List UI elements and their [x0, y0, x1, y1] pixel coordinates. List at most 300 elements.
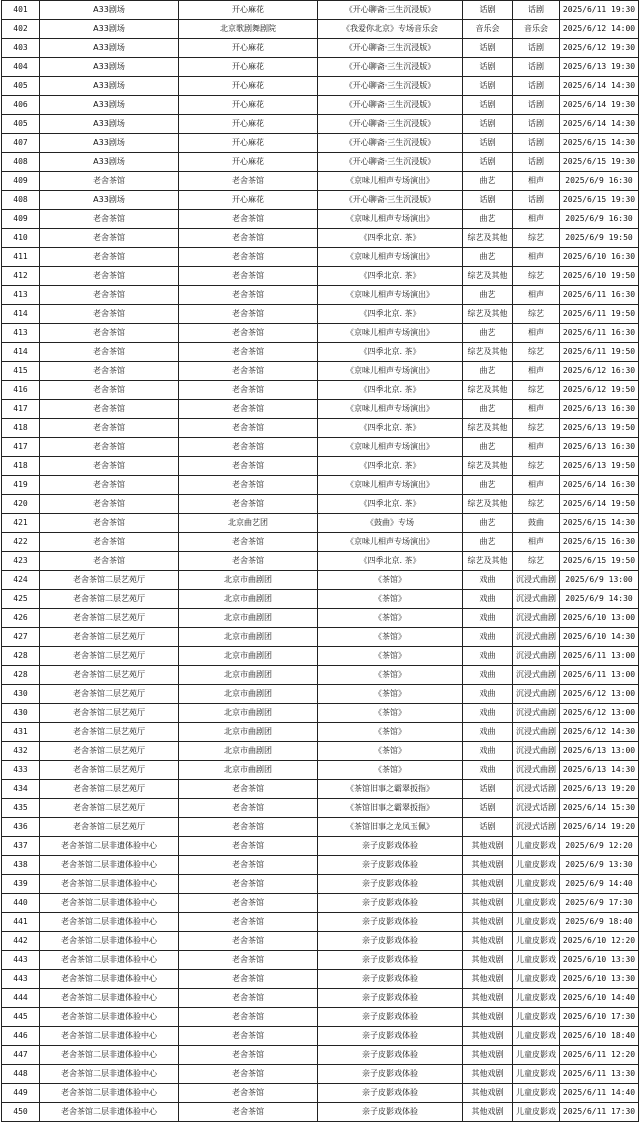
venue-cell: 老舍茶馆二层艺苑厅	[40, 742, 179, 761]
row-number-cell: 424	[2, 571, 40, 590]
program-title-cell: 《四季北京. 茶》	[318, 419, 463, 438]
table-row	[2, 609, 639, 628]
program-title-cell: 《茶馆》	[318, 666, 463, 685]
organizer-cell: 老舍茶馆	[179, 1027, 318, 1046]
category-cell: 戏曲	[463, 590, 513, 609]
organizer-cell: 北京市曲剧团	[179, 685, 318, 704]
category-cell: 曲艺	[463, 400, 513, 419]
datetime-cell: 2025/6/10 13:30	[560, 951, 639, 970]
venue-cell: 老舍茶馆	[40, 267, 179, 286]
row-number-cell: 418	[2, 457, 40, 476]
subcategory-cell: 沉浸式曲剧	[513, 628, 560, 647]
subcategory-cell: 儿童皮影戏	[513, 913, 560, 932]
subcategory-cell: 儿童皮影戏	[513, 1084, 560, 1103]
venue-cell: 老舍茶馆	[40, 552, 179, 571]
row-number-cell: 443	[2, 970, 40, 989]
datetime-cell: 2025/6/11 13:30	[560, 1065, 639, 1084]
program-title-cell: 《京味儿相声专场演出》	[318, 324, 463, 343]
datetime-cell: 2025/6/12 13:00	[560, 704, 639, 723]
organizer-cell: 北京市曲剧团	[179, 647, 318, 666]
venue-cell: A33剧场	[40, 96, 179, 115]
row-number-cell: 439	[2, 875, 40, 894]
datetime-cell: 2025/6/12 19:50	[560, 381, 639, 400]
category-cell: 曲艺	[463, 438, 513, 457]
subcategory-cell: 儿童皮影戏	[513, 1046, 560, 1065]
datetime-cell: 2025/6/15 14:30	[560, 514, 639, 533]
organizer-cell: 老舍茶馆	[179, 552, 318, 571]
category-cell: 其他戏剧	[463, 894, 513, 913]
row-number-cell: 445	[2, 1008, 40, 1027]
category-cell: 话剧	[463, 818, 513, 837]
subcategory-cell: 话剧	[513, 1, 560, 20]
category-cell: 话剧	[463, 58, 513, 77]
row-number-cell: 442	[2, 932, 40, 951]
organizer-cell: 老舍茶馆	[179, 267, 318, 286]
datetime-cell: 2025/6/10 19:50	[560, 267, 639, 286]
organizer-cell: 北京歌剧舞剧院	[179, 20, 318, 39]
datetime-cell: 2025/6/13 13:00	[560, 742, 639, 761]
category-cell: 戏曲	[463, 647, 513, 666]
datetime-cell: 2025/6/14 19:30	[560, 96, 639, 115]
category-cell: 其他戏剧	[463, 856, 513, 875]
category-cell: 其他戏剧	[463, 875, 513, 894]
venue-cell: A33剧场	[40, 20, 179, 39]
category-cell: 音乐会	[463, 20, 513, 39]
table-row	[2, 932, 639, 951]
row-number-cell: 423	[2, 552, 40, 571]
subcategory-cell: 沉浸式曲剧	[513, 723, 560, 742]
row-number-cell: 416	[2, 381, 40, 400]
row-number-cell: 447	[2, 1046, 40, 1065]
venue-cell: 老舍茶馆二层艺苑厅	[40, 647, 179, 666]
subcategory-cell: 话剧	[513, 153, 560, 172]
venue-cell: 老舍茶馆二层非遗体验中心	[40, 1008, 179, 1027]
subcategory-cell: 沉浸式曲剧	[513, 666, 560, 685]
row-number-cell: 438	[2, 856, 40, 875]
datetime-cell: 2025/6/9 14:40	[560, 875, 639, 894]
venue-cell: 老舍茶馆	[40, 514, 179, 533]
organizer-cell: 老舍茶馆	[179, 229, 318, 248]
datetime-cell: 2025/6/15 19:30	[560, 153, 639, 172]
program-title-cell: 《京味儿相声专场演出》	[318, 438, 463, 457]
table-row	[2, 476, 639, 495]
datetime-cell: 2025/6/14 19:50	[560, 495, 639, 514]
row-number-cell: 417	[2, 438, 40, 457]
venue-cell: A33剧场	[40, 58, 179, 77]
organizer-cell: 老舍茶馆	[179, 875, 318, 894]
program-title-cell: 亲子皮影戏体验	[318, 894, 463, 913]
program-title-cell: 《茶馆》	[318, 590, 463, 609]
organizer-cell: 老舍茶馆	[179, 1046, 318, 1065]
venue-cell: 老舍茶馆二层非遗体验中心	[40, 951, 179, 970]
venue-cell: 老舍茶馆二层非遗体验中心	[40, 970, 179, 989]
program-title-cell: 《开心聊斋·三生沉浸版》	[318, 39, 463, 58]
program-title-cell: 《京味儿相声专场演出》	[318, 286, 463, 305]
program-title-cell: 《茶馆旧事之霸翠扳指》	[318, 780, 463, 799]
subcategory-cell: 儿童皮影戏	[513, 932, 560, 951]
subcategory-cell: 沉浸式曲剧	[513, 704, 560, 723]
table-row	[2, 172, 639, 191]
datetime-cell: 2025/6/9 14:30	[560, 590, 639, 609]
program-title-cell: 《四季北京. 茶》	[318, 381, 463, 400]
row-number-cell: 406	[2, 96, 40, 115]
row-number-cell: 408	[2, 191, 40, 210]
category-cell: 戏曲	[463, 761, 513, 780]
organizer-cell: 老舍茶馆	[179, 343, 318, 362]
datetime-cell: 2025/6/10 16:30	[560, 248, 639, 267]
program-title-cell: 亲子皮影戏体验	[318, 1027, 463, 1046]
table-row	[2, 837, 639, 856]
program-title-cell: 《开心聊斋·三生沉浸版》	[318, 1, 463, 20]
row-number-cell: 433	[2, 761, 40, 780]
subcategory-cell: 综艺	[513, 552, 560, 571]
table-row	[2, 210, 639, 229]
datetime-cell: 2025/6/12 16:30	[560, 362, 639, 381]
category-cell: 综艺及其他	[463, 495, 513, 514]
organizer-cell: 开心麻花	[179, 115, 318, 134]
row-number-cell: 407	[2, 134, 40, 153]
row-number-cell: 403	[2, 39, 40, 58]
category-cell: 曲艺	[463, 514, 513, 533]
organizer-cell: 老舍茶馆	[179, 286, 318, 305]
program-title-cell: 《四季北京. 茶》	[318, 552, 463, 571]
category-cell: 戏曲	[463, 704, 513, 723]
row-number-cell: 413	[2, 286, 40, 305]
row-number-cell: 428	[2, 647, 40, 666]
datetime-cell: 2025/6/13 16:30	[560, 400, 639, 419]
table-row	[2, 229, 639, 248]
datetime-cell: 2025/6/11 12:20	[560, 1046, 639, 1065]
subcategory-cell: 儿童皮影戏	[513, 951, 560, 970]
venue-cell: 老舍茶馆	[40, 210, 179, 229]
subcategory-cell: 话剧	[513, 191, 560, 210]
datetime-cell: 2025/6/9 16:30	[560, 172, 639, 191]
program-title-cell: 《开心聊斋·三生沉浸版》	[318, 96, 463, 115]
table-row	[2, 780, 639, 799]
row-number-cell: 409	[2, 172, 40, 191]
organizer-cell: 老舍茶馆	[179, 381, 318, 400]
table-row	[2, 1103, 639, 1122]
table-row	[2, 856, 639, 875]
organizer-cell: 老舍茶馆	[179, 1008, 318, 1027]
venue-cell: 老舍茶馆二层非遗体验中心	[40, 894, 179, 913]
row-number-cell: 446	[2, 1027, 40, 1046]
organizer-cell: 老舍茶馆	[179, 780, 318, 799]
category-cell: 其他戏剧	[463, 1084, 513, 1103]
row-number-cell: 402	[2, 20, 40, 39]
datetime-cell: 2025/6/10 18:40	[560, 1027, 639, 1046]
program-title-cell: 亲子皮影戏体验	[318, 1046, 463, 1065]
venue-cell: 老舍茶馆二层艺苑厅	[40, 666, 179, 685]
table-row	[2, 723, 639, 742]
program-title-cell: 亲子皮影戏体验	[318, 932, 463, 951]
datetime-cell: 2025/6/10 14:40	[560, 989, 639, 1008]
category-cell: 话剧	[463, 799, 513, 818]
datetime-cell: 2025/6/13 19:20	[560, 780, 639, 799]
program-title-cell: 《茶馆》	[318, 628, 463, 647]
table-row	[2, 666, 639, 685]
organizer-cell: 开心麻花	[179, 77, 318, 96]
program-title-cell: 《开心聊斋·三生沉浸版》	[318, 58, 463, 77]
organizer-cell: 老舍茶馆	[179, 324, 318, 343]
table-body	[2, 1, 639, 1122]
program-title-cell: 《四季北京. 茶》	[318, 343, 463, 362]
program-title-cell: 《开心聊斋·三生沉浸版》	[318, 191, 463, 210]
subcategory-cell: 儿童皮影戏	[513, 894, 560, 913]
program-title-cell: 《茶馆》	[318, 723, 463, 742]
table-row	[2, 324, 639, 343]
program-title-cell: 亲子皮影戏体验	[318, 989, 463, 1008]
table-row	[2, 362, 639, 381]
table-row	[2, 267, 639, 286]
organizer-cell: 老舍茶馆	[179, 913, 318, 932]
venue-cell: 老舍茶馆二层非遗体验中心	[40, 1027, 179, 1046]
datetime-cell: 2025/6/15 19:50	[560, 552, 639, 571]
venue-cell: A33剧场	[40, 77, 179, 96]
organizer-cell: 老舍茶馆	[179, 818, 318, 837]
category-cell: 戏曲	[463, 609, 513, 628]
venue-cell: 老舍茶馆二层非遗体验中心	[40, 989, 179, 1008]
program-title-cell: 亲子皮影戏体验	[318, 1065, 463, 1084]
row-number-cell: 415	[2, 362, 40, 381]
subcategory-cell: 相声	[513, 286, 560, 305]
table-row	[2, 153, 639, 172]
organizer-cell: 开心麻花	[179, 39, 318, 58]
performance-schedule-table	[1, 0, 639, 1122]
organizer-cell: 北京市曲剧团	[179, 571, 318, 590]
subcategory-cell: 综艺	[513, 305, 560, 324]
venue-cell: 老舍茶馆	[40, 476, 179, 495]
subcategory-cell: 沉浸式曲剧	[513, 647, 560, 666]
venue-cell: 老舍茶馆	[40, 172, 179, 191]
datetime-cell: 2025/6/14 15:30	[560, 799, 639, 818]
venue-cell: 老舍茶馆	[40, 495, 179, 514]
datetime-cell: 2025/6/14 14:30	[560, 115, 639, 134]
row-number-cell: 425	[2, 590, 40, 609]
row-number-cell: 430	[2, 685, 40, 704]
subcategory-cell: 相声	[513, 533, 560, 552]
row-number-cell: 419	[2, 476, 40, 495]
subcategory-cell: 话剧	[513, 134, 560, 153]
program-title-cell: 《京味儿相声专场演出》	[318, 210, 463, 229]
organizer-cell: 老舍茶馆	[179, 533, 318, 552]
datetime-cell: 2025/6/10 13:00	[560, 609, 639, 628]
program-title-cell: 《茶馆》	[318, 761, 463, 780]
venue-cell: 老舍茶馆	[40, 419, 179, 438]
table-row	[2, 134, 639, 153]
datetime-cell: 2025/6/11 13:00	[560, 647, 639, 666]
subcategory-cell: 儿童皮影戏	[513, 837, 560, 856]
subcategory-cell: 综艺	[513, 267, 560, 286]
category-cell: 戏曲	[463, 666, 513, 685]
subcategory-cell: 相声	[513, 324, 560, 343]
venue-cell: 老舍茶馆二层艺苑厅	[40, 818, 179, 837]
subcategory-cell: 话剧	[513, 96, 560, 115]
datetime-cell: 2025/6/13 19:50	[560, 457, 639, 476]
organizer-cell: 老舍茶馆	[179, 362, 318, 381]
venue-cell: 老舍茶馆	[40, 324, 179, 343]
category-cell: 其他戏剧	[463, 1103, 513, 1122]
row-number-cell: 422	[2, 533, 40, 552]
program-title-cell: 亲子皮影戏体验	[318, 875, 463, 894]
datetime-cell: 2025/6/9 13:30	[560, 856, 639, 875]
table-row	[2, 248, 639, 267]
organizer-cell: 开心麻花	[179, 134, 318, 153]
subcategory-cell: 综艺	[513, 457, 560, 476]
table-row	[2, 115, 639, 134]
datetime-cell: 2025/6/10 17:30	[560, 1008, 639, 1027]
subcategory-cell: 儿童皮影戏	[513, 1027, 560, 1046]
row-number-cell: 426	[2, 609, 40, 628]
subcategory-cell: 相声	[513, 438, 560, 457]
row-number-cell: 414	[2, 343, 40, 362]
subcategory-cell: 沉浸式曲剧	[513, 742, 560, 761]
datetime-cell: 2025/6/10 12:20	[560, 932, 639, 951]
organizer-cell: 北京市曲剧团	[179, 628, 318, 647]
subcategory-cell: 综艺	[513, 229, 560, 248]
row-number-cell: 434	[2, 780, 40, 799]
program-title-cell: 亲子皮影戏体验	[318, 837, 463, 856]
venue-cell: A33剧场	[40, 134, 179, 153]
row-number-cell: 412	[2, 267, 40, 286]
program-title-cell: 《茶馆旧事之霸翠扳指》	[318, 799, 463, 818]
datetime-cell: 2025/6/13 16:30	[560, 438, 639, 457]
table-row	[2, 913, 639, 932]
row-number-cell: 450	[2, 1103, 40, 1122]
row-number-cell: 437	[2, 837, 40, 856]
organizer-cell: 开心麻花	[179, 96, 318, 115]
subcategory-cell: 沉浸式曲剧	[513, 590, 560, 609]
program-title-cell: 《开心聊斋·三生沉浸版》	[318, 77, 463, 96]
table-row	[2, 552, 639, 571]
datetime-cell: 2025/6/15 19:30	[560, 191, 639, 210]
program-title-cell: 《四季北京. 茶》	[318, 267, 463, 286]
venue-cell: 老舍茶馆二层艺苑厅	[40, 590, 179, 609]
category-cell: 综艺及其他	[463, 552, 513, 571]
organizer-cell: 老舍茶馆	[179, 1084, 318, 1103]
table-row	[2, 1, 639, 20]
venue-cell: 老舍茶馆	[40, 305, 179, 324]
venue-cell: 老舍茶馆	[40, 286, 179, 305]
organizer-cell: 北京市曲剧团	[179, 704, 318, 723]
venue-cell: 老舍茶馆二层非遗体验中心	[40, 875, 179, 894]
table-row	[2, 20, 639, 39]
subcategory-cell: 儿童皮影戏	[513, 856, 560, 875]
table-row	[2, 1008, 639, 1027]
venue-cell: A33剧场	[40, 115, 179, 134]
program-title-cell: 《茶馆》	[318, 742, 463, 761]
subcategory-cell: 鼓曲	[513, 514, 560, 533]
table-row	[2, 400, 639, 419]
category-cell: 戏曲	[463, 685, 513, 704]
subcategory-cell: 相声	[513, 172, 560, 191]
organizer-cell: 老舍茶馆	[179, 932, 318, 951]
program-title-cell: 《四季北京. 茶》	[318, 305, 463, 324]
table-row	[2, 39, 639, 58]
subcategory-cell: 沉浸式曲剧	[513, 761, 560, 780]
organizer-cell: 北京曲艺团	[179, 514, 318, 533]
subcategory-cell: 儿童皮影戏	[513, 1065, 560, 1084]
category-cell: 曲艺	[463, 286, 513, 305]
row-number-cell: 405	[2, 115, 40, 134]
category-cell: 话剧	[463, 191, 513, 210]
venue-cell: A33剧场	[40, 153, 179, 172]
subcategory-cell: 沉浸式话剧	[513, 780, 560, 799]
organizer-cell: 老舍茶馆	[179, 248, 318, 267]
category-cell: 话剧	[463, 1, 513, 20]
datetime-cell: 2025/6/9 19:50	[560, 229, 639, 248]
subcategory-cell: 综艺	[513, 343, 560, 362]
row-number-cell: 443	[2, 951, 40, 970]
table-row	[2, 799, 639, 818]
program-title-cell: 《开心聊斋·三生沉浸版》	[318, 115, 463, 134]
venue-cell: 老舍茶馆二层艺苑厅	[40, 628, 179, 647]
organizer-cell: 北京市曲剧团	[179, 723, 318, 742]
organizer-cell: 老舍茶馆	[179, 172, 318, 191]
program-title-cell: 《四季北京. 茶》	[318, 229, 463, 248]
organizer-cell: 老舍茶馆	[179, 419, 318, 438]
table-row	[2, 381, 639, 400]
category-cell: 其他戏剧	[463, 951, 513, 970]
row-number-cell: 440	[2, 894, 40, 913]
row-number-cell: 428	[2, 666, 40, 685]
table-row	[2, 875, 639, 894]
category-cell: 综艺及其他	[463, 229, 513, 248]
table-row	[2, 704, 639, 723]
program-title-cell: 《我爱你北京》专场音乐会	[318, 20, 463, 39]
table-row	[2, 989, 639, 1008]
venue-cell: 老舍茶馆二层非遗体验中心	[40, 1103, 179, 1122]
category-cell: 话剧	[463, 39, 513, 58]
category-cell: 其他戏剧	[463, 989, 513, 1008]
program-title-cell: 《开心聊斋·三生沉浸版》	[318, 153, 463, 172]
venue-cell: 老舍茶馆二层非遗体验中心	[40, 913, 179, 932]
row-number-cell: 401	[2, 1, 40, 20]
organizer-cell: 老舍茶馆	[179, 305, 318, 324]
category-cell: 其他戏剧	[463, 1008, 513, 1027]
subcategory-cell: 话剧	[513, 58, 560, 77]
datetime-cell: 2025/6/11 13:00	[560, 666, 639, 685]
organizer-cell: 老舍茶馆	[179, 1103, 318, 1122]
organizer-cell: 老舍茶馆	[179, 476, 318, 495]
datetime-cell: 2025/6/10 13:30	[560, 970, 639, 989]
venue-cell: 老舍茶馆	[40, 229, 179, 248]
program-title-cell: 亲子皮影戏体验	[318, 1008, 463, 1027]
table-row	[2, 1027, 639, 1046]
subcategory-cell: 儿童皮影戏	[513, 989, 560, 1008]
organizer-cell: 老舍茶馆	[179, 894, 318, 913]
datetime-cell: 2025/6/11 17:30	[560, 1103, 639, 1122]
subcategory-cell: 沉浸式话剧	[513, 818, 560, 837]
venue-cell: 老舍茶馆二层艺苑厅	[40, 723, 179, 742]
datetime-cell: 2025/6/11 16:30	[560, 286, 639, 305]
program-title-cell: 亲子皮影戏体验	[318, 1103, 463, 1122]
table-row	[2, 951, 639, 970]
program-title-cell: 《京味儿相声专场演出》	[318, 400, 463, 419]
subcategory-cell: 综艺	[513, 381, 560, 400]
row-number-cell: 432	[2, 742, 40, 761]
organizer-cell: 老舍茶馆	[179, 210, 318, 229]
table-row	[2, 647, 639, 666]
organizer-cell: 老舍茶馆	[179, 970, 318, 989]
datetime-cell: 2025/6/9 18:40	[560, 913, 639, 932]
organizer-cell: 老舍茶馆	[179, 951, 318, 970]
table-row	[2, 495, 639, 514]
table-row	[2, 970, 639, 989]
category-cell: 话剧	[463, 77, 513, 96]
venue-cell: 老舍茶馆	[40, 381, 179, 400]
datetime-cell: 2025/6/12 14:30	[560, 723, 639, 742]
